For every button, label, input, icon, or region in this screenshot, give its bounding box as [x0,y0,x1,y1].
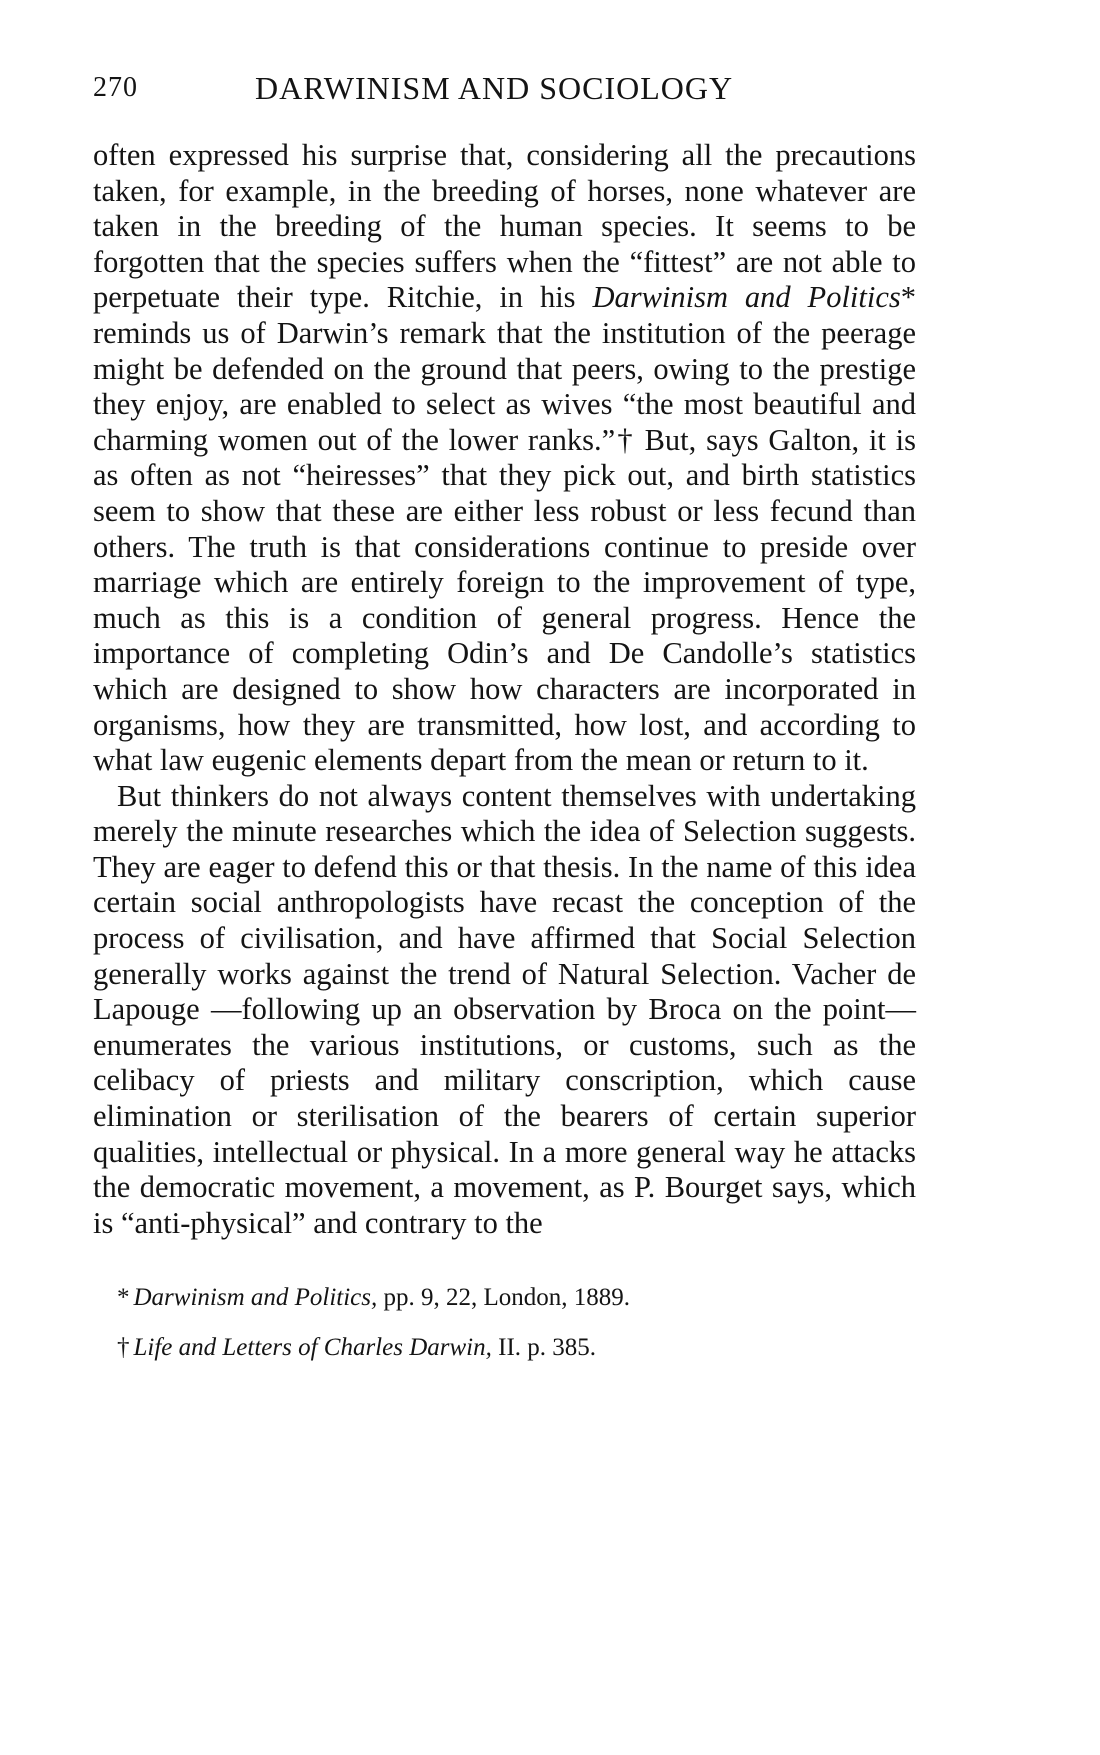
footnote-text: II. p. 385. [491,1334,597,1362]
paragraph [93,138,916,779]
footnotes [93,1283,916,1363]
footnote-title: Darwinism and Politics, [133,1284,378,1312]
book-page [93,70,916,1383]
footnote-title: Life and Letters of Charles Darwin, [133,1334,492,1362]
page-number: 270 [93,72,138,103]
running-title: DARWINISM AND SOCIOLOGY [255,70,734,106]
paragraph-text: often expressed his surprise that, considering all the precautions taken, for example, in the breeding of horses, none whatever are taken in the breeding of the human species. It seems to be forgotten that the species suffers when the “fittest” are not able to perpetuate their type. Ritchie, in his [93,138,916,315]
body-text [93,138,916,1241]
footnote-text: pp. 9, 22, London, 1889. [377,1284,631,1312]
footnote [117,1333,916,1363]
footnote-mark: † [117,1334,130,1362]
footnote [117,1283,916,1313]
book-title: Darwinism and Politics [592,280,901,315]
footnote-mark: * [117,1284,130,1312]
paragraph: But thinkers do not always content themselves with undertaking merely the minute researches which the idea of Selection suggests. They are eager to defend this or that thesis. In the name of this idea certain social anthropologists have recast the conception of the process of civilisation, and have affirmed that Social Selection generally works against the trend of Natural Selection. Vacher de Lapouge —following up an observation by Broca on the point—enumerates the various institutions, or customs, such as the celibacy of priests and military conscription, which cause elimination or sterilisation of the bearers of certain superior qualities, intellectual or physical. In a more general way he attacks the democratic movement, a movement, as P. Bourget says, which is “anti-physical” and contrary to the [93,778,916,1240]
paragraph-text: * reminds us of Darwin’s remark that the institution of the peerage might be defended on the ground that peers, owing to the prestige they enjoy, are enabled to select as wives “the most beautiful and charming women out of the lower ranks.”† But, says Galton, it is as often as not “heiresses” that they pick out, and birth statistics seem to show that these are either less robust or less fecund than others. The truth is that considerations continue to preside over marriage which are entirely foreign to the improvement of type, much as this is a condition of general progress. Hence the importance of completing Odin’s and De Candolle’s statistics which are designed to show how characters are incorporated in organisms, how they are transmitted, how lost, and according to what law eugenic elements depart from the mean or return to it. [93,280,916,778]
running-head [93,70,916,114]
